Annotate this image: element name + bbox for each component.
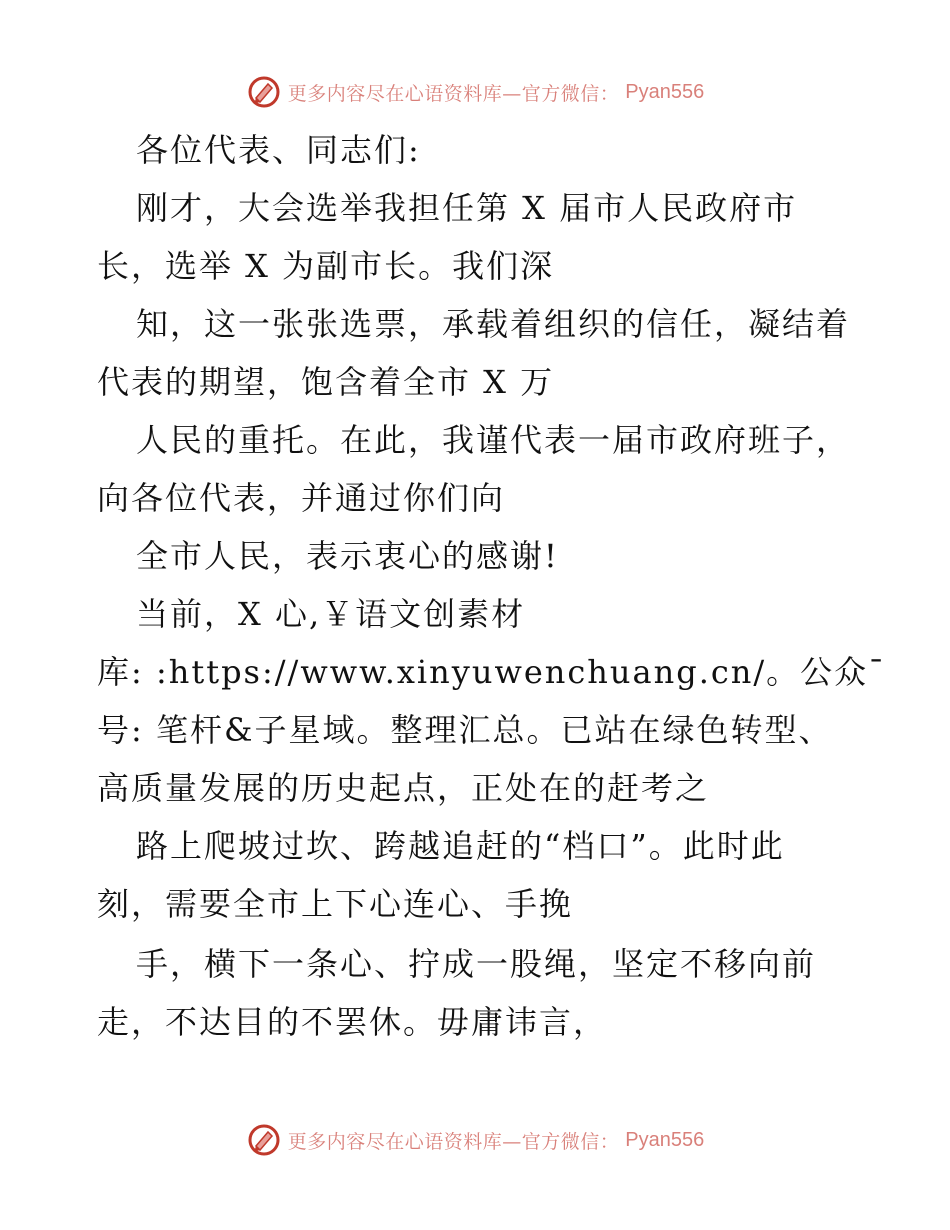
text-line: 各位代表、同志们: (136, 131, 421, 169)
header-watermark (0, 72, 950, 112)
watermark-contact: Pyan556 (625, 80, 705, 103)
watermark-text: 更多内容尽在心语资料库—官方微信： (287, 1130, 620, 1153)
text-line: 号: 笔杆&子星域。整理汇总。已站在绿色转型、 (97, 711, 833, 749)
text-line: 向各位代表，并通过你们向 (97, 479, 506, 517)
text-line: 路上爬坡过坎、跨越追赶的“档口”。此时此 (136, 827, 785, 865)
watermark-text: 更多内容尽在心语资料库—官方微信： (287, 82, 620, 105)
text-line: 手，横下一条心、拧成一股绳，坚定不移向前 (136, 945, 817, 983)
text-line: 人民的重托。在此，我谨代表一届市政府班子， (136, 421, 851, 459)
text-line: 库: :https://www.xinyuwenchuang.cn/。公众¯ (97, 653, 887, 691)
text-line: 代表的期望，饱含着全市 X 万 (97, 363, 555, 401)
text-line: 全市人民，表示衷心的感谢! (136, 537, 559, 575)
pen-logo-icon (246, 1122, 282, 1158)
text-line: 刻，需要全市上下心连心、手挽 (97, 885, 574, 923)
text-line: 刚才，大会选举我担任第 X 届市人民政府市 (136, 189, 798, 227)
footer-watermark (0, 1120, 950, 1160)
text-line: 知，这一张张选票，承载着组织的信任，凝结着 (136, 305, 851, 343)
text-line: 高质量发展的历史起点，正处在的赶考之 (97, 769, 710, 807)
pen-logo-icon (246, 74, 282, 110)
text-line: 长，选举 X 为副市长。我们深 (97, 247, 555, 285)
text-line: 当前，X 心,￥语文创素材 (136, 595, 526, 633)
text-line: 走，不达目的不罢休。毋庸讳言， (97, 1003, 608, 1041)
watermark-contact: Pyan556 (625, 1128, 705, 1151)
